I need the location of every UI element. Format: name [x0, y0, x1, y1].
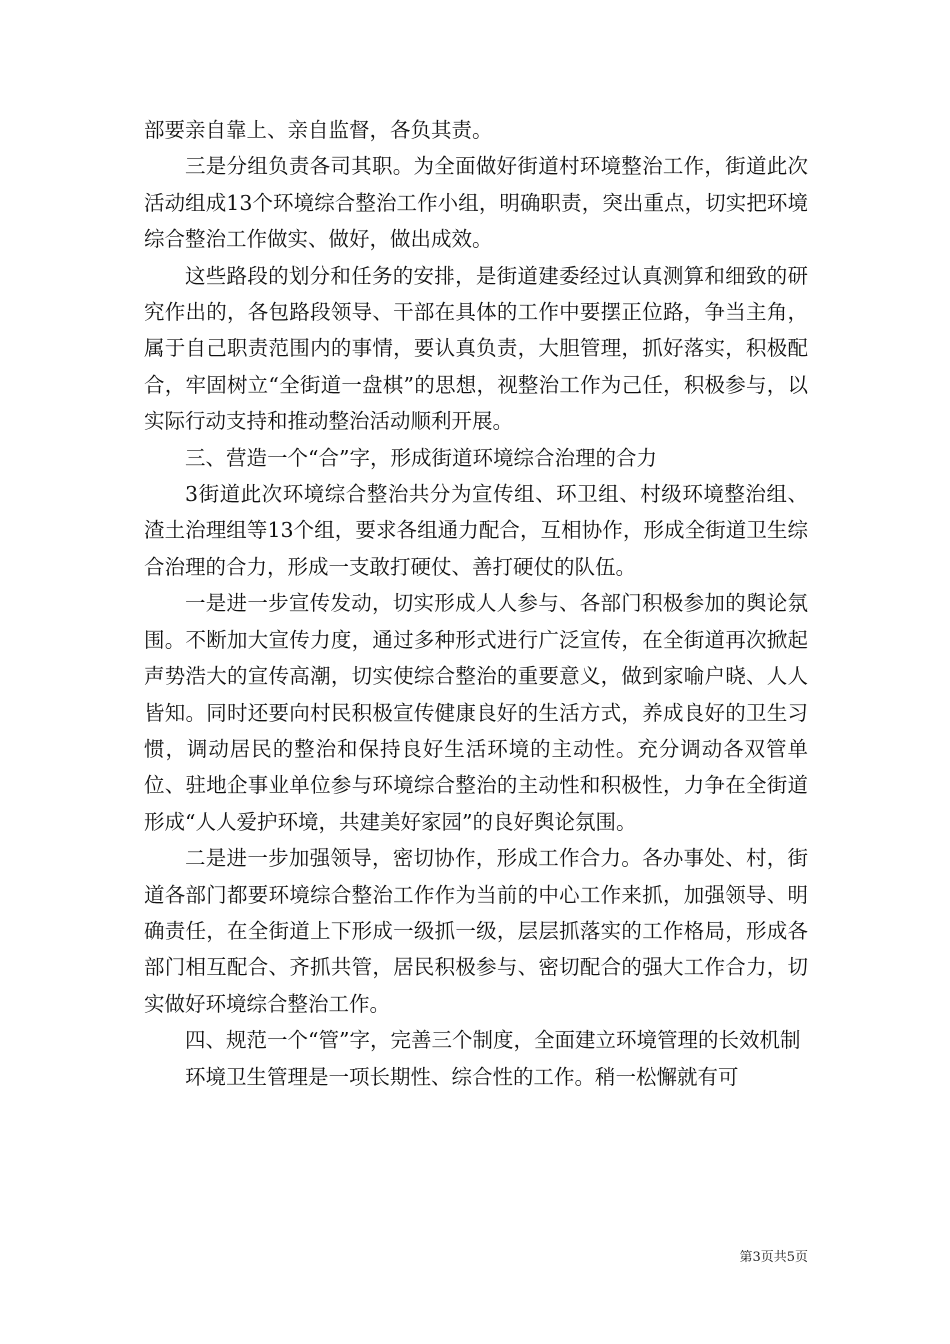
document-body: [144, 112, 808, 1095]
paragraph-continuation: 部要亲自靠上、亲自监督，各负其责。: [144, 118, 493, 142]
paragraph-long-term: 环境卫生管理是一项长期性、综合性的工作。稍一松懈就有可: [185, 1064, 739, 1089]
paragraph-13-groups: 3街道此次环境综合整治共分为宣传组、环卫组、村级环境整治组、渣土治理组等13个组，要求各组通力配合，互相协作，形成全街道卫生综合治理的合力，形成一支敢打硬仗、善打硬仗的队伍。: [144, 482, 808, 579]
paragraph-leadership: 二是进一步加强领导，密切协作，形成工作合力。各办事处、村，街道各部门都要环境综合整治工作作为当前的中心工作来抓，加强领导、明确责任，在全街道上下形成一级抓一级，层层抓落实的工作格局，形成各部门相互配合、齐抓共管，居民积极参与、密切配合的强大工作合力，切实做好环境综合整治工作。: [144, 846, 808, 1016]
page-number: 第3页共5页: [739, 1250, 808, 1265]
paragraph-group-responsibility: 三是分组负责各司其职。为全面做好街道村环境整治工作，街道此次活动组成13个环境综合整治工作小组，明确职责，突出重点，切实把环境综合整治工作做实、做好，做出成效。: [144, 154, 808, 252]
paragraph-publicity: 一是进一步宣传发动，切实形成人人参与、各部门积极参加的舆论氛围。不断加大宣传力度，通过多种形式进行广泛宣传，在全街道再次掀起声势浩大的宣传高潮，切实使综合整治的重要意义，做到家喻户晓、人人皆知。同时还要向村民积极宣传健康良好的生活方式，养成良好的卫生习惯，调动居民的整治和保持良好生活环境的主动性。充分调动各双管单位、驻地企事业单位参与环境综合整治的主动性和积极性，力争在全街道形成“人人爱护环境，共建美好家园”的良好舆论氛围。: [144, 591, 808, 834]
section-heading-3: 三、营造一个“合”字，形成街道环境综合治理的合力: [185, 445, 657, 470]
paragraph-road-sections: 这些路段的划分和任务的安排，是街道建委经过认真测算和细致的研究作出的，各包路段领导、干部在具体的工作中要摆正位路，争当主角，属于自己职责范围内的事情，要认真负责，大胆管理，抓好落实，积极配合，牢固树立“全街道一盘棋”的思想，视整治工作为己任，积极参与，以实际行动支持和推动整治活动顺利开展。: [144, 263, 808, 434]
section-heading-4: 四、规范一个“管”字，完善三个制度，全面建立环境管理的长效机制: [185, 1028, 801, 1053]
